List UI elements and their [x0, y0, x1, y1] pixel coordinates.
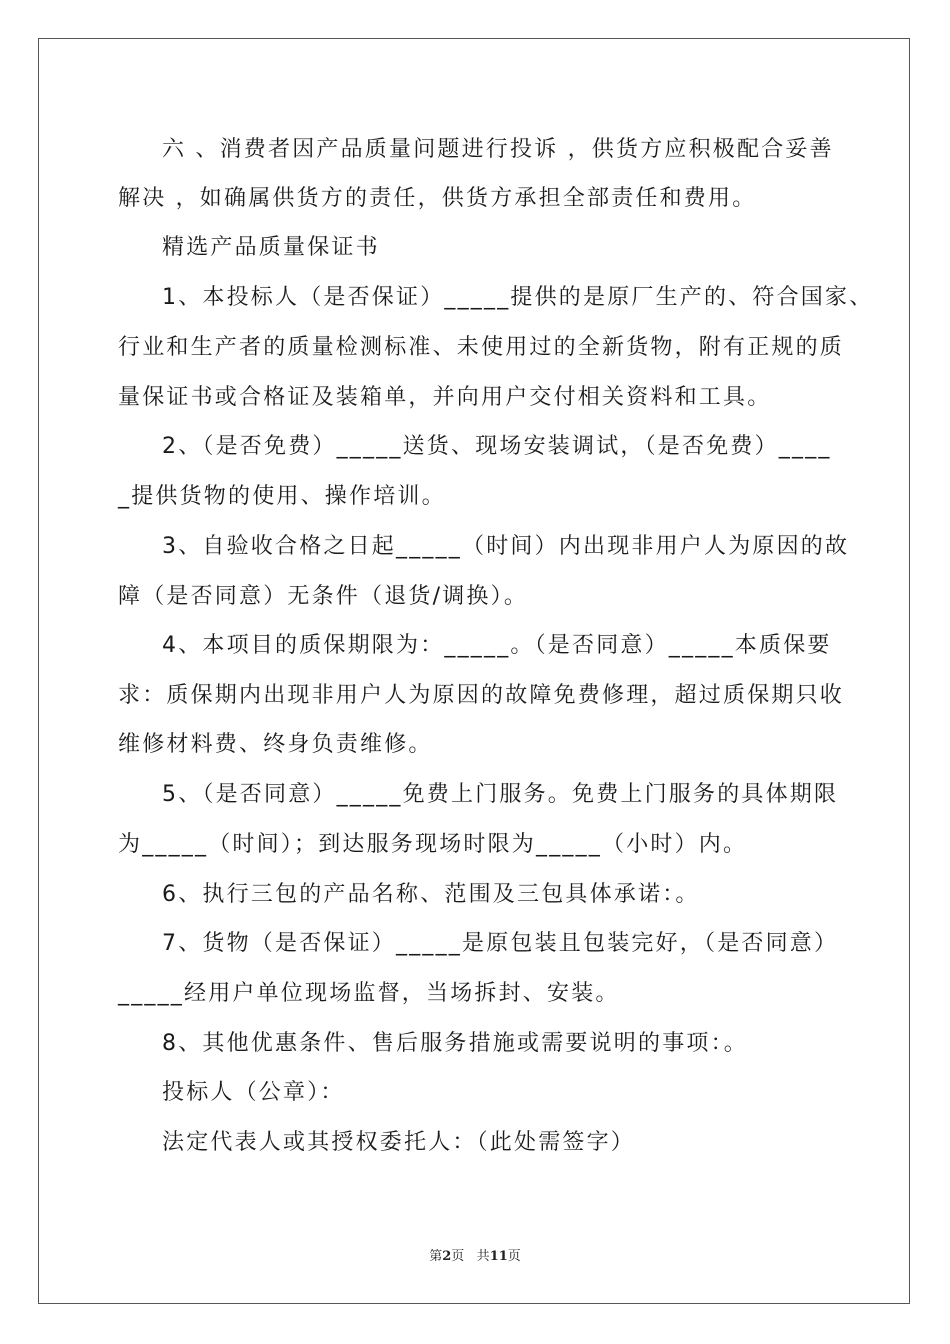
text-line: 8、其他优惠条件、售后服务措施或需要说明的事项：。 [162, 1031, 748, 1056]
text-line: 3、自验收合格之日起_____（时间）内出现非用户人为原因的故 [162, 534, 850, 559]
section-heading: 精选产品质量保证书 [162, 235, 380, 260]
text-line: 行业和生产者的质量检测标准、未使用过的全新货物，附有正规的质 [118, 335, 845, 360]
text-line: 求：质保期内出现非用户人为原因的故障免费修理，超过质保期只收 [118, 683, 845, 708]
text-line: 6、执行三包的产品名称、范围及三包具体承诺：。 [162, 882, 700, 907]
page-number: 2 [442, 1249, 452, 1264]
signature-line-company: 投标人（公章）： [162, 1080, 345, 1105]
text-line: 1、本投标人（是否保证）_____提供的是原厂生产的、符合国家、 [162, 285, 874, 310]
text-line: 4、本项目的质保期限为：_____。（是否同意）_____本质保要 [162, 633, 832, 658]
page-suffix: 页 [451, 1249, 465, 1264]
text-line: 障（是否同意）无条件（退货/调换）。 [118, 584, 529, 609]
text-line: 7、货物（是否保证）_____是原包装且包装完好，（是否同意） [162, 931, 839, 956]
text-line: 2、（是否免费）_____送货、现场安装调试，（是否免费）____ [162, 434, 832, 459]
text-line: 为_____（时间）；到达服务现场时限为_____（小时）内。 [118, 832, 748, 857]
text-line: 解决 ，如确属供货方的责任，供货方承担全部责任和费用。 [118, 186, 757, 211]
page-border [38, 38, 910, 1304]
total-prefix: 共 [476, 1249, 490, 1264]
page-footer [0, 1248, 950, 1266]
text-line: 量保证书或合格证及装箱单，并向用户交付相关资料和工具。 [118, 385, 772, 410]
total-pages: 11 [489, 1249, 508, 1264]
text-line: 六 、消费者因产品质量问题进行投诉 ，供货方应积极配合妥善 [162, 137, 834, 162]
text-line: 5、（是否同意）_____免费上门服务。免费上门服务的具体期限 [162, 782, 839, 807]
text-line: _____经用户单位现场监督，当场拆封、安装。 [118, 981, 620, 1006]
total-suffix: 页 [507, 1249, 521, 1264]
page-prefix: 第 [429, 1249, 443, 1264]
signature-line-representative: 法定代表人或其授权委托人：（此处需签字） [162, 1130, 636, 1155]
text-line: _提供货物的使用、操作培训。 [118, 484, 446, 509]
text-line: 维修材料费、终身负责维修。 [118, 732, 433, 757]
